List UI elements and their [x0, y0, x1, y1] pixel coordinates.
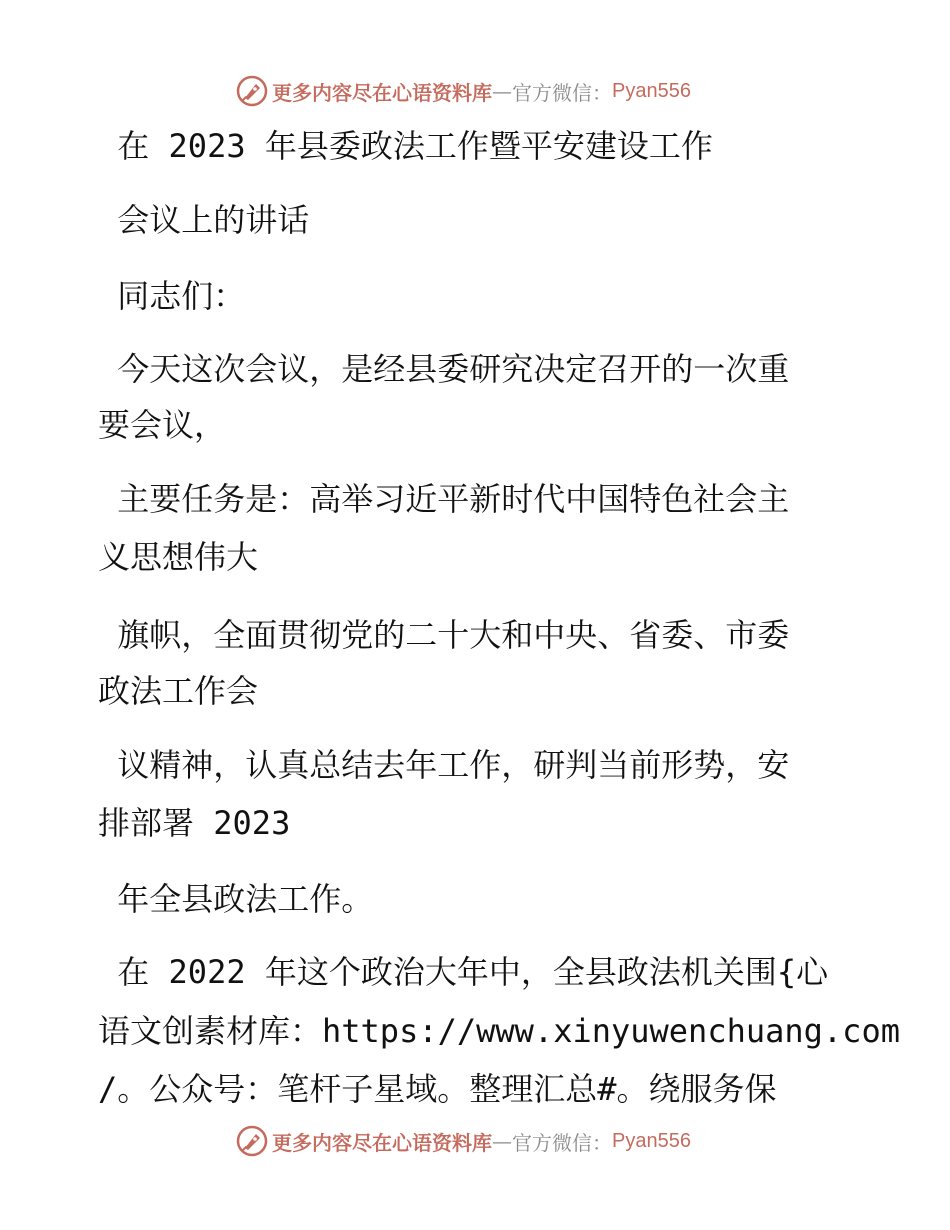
- text-line-7: 义思想伟大: [98, 538, 259, 576]
- text-line-9: 政法工作会: [98, 672, 259, 710]
- watermark-main-text: 更多内容尽在心语资料库: [272, 80, 492, 105]
- watermark-wechat-id: Pyan556: [612, 79, 691, 102]
- watermark-dash: —: [492, 1129, 512, 1153]
- text-line-4: 今天这次会议，是经县委研究决定召开的一次重: [98, 350, 790, 388]
- text-line-2: 会议上的讲话: [98, 201, 310, 239]
- text-line-10: 议精神，认真总结去年工作，研判当前形势，安: [98, 746, 790, 784]
- text-line-8: 旗帜，全面贯彻党的二十大和中央、省委、市委: [98, 616, 790, 654]
- text-line-12: 年全县政法工作。: [98, 880, 374, 918]
- watermark-wechat-id: Pyan556: [612, 1129, 691, 1152]
- text-line-15: /。公众号：笔杆子星域。整理汇总#。绕服务保: [98, 1070, 777, 1108]
- watermark-wechat-label: 官方微信：: [512, 1130, 612, 1155]
- text-line-14: 语文创素材库：https://www.xinyuwenchuang.com: [98, 1012, 900, 1050]
- text-line-5: 要会议，: [98, 406, 227, 444]
- text-line-3: 同志们：: [98, 277, 246, 315]
- text-line-13: 在 2022 年这个政治大年中，全县政法机关围{心: [98, 953, 829, 991]
- pen-nib-logo-icon: [236, 1125, 268, 1157]
- watermark-main-text: 更多内容尽在心语资料库: [272, 1130, 492, 1155]
- text-line-1: 在 2023 年县委政法工作暨平安建设工作: [98, 127, 713, 165]
- footer-watermark: [236, 1124, 691, 1158]
- text-line-11: 排部署 2023: [98, 804, 291, 842]
- text-line-6: 主要任务是：高举习近平新时代中国特色社会主: [98, 480, 790, 518]
- watermark-wechat-label: 官方微信：: [512, 80, 612, 105]
- watermark-dash: —: [492, 79, 512, 103]
